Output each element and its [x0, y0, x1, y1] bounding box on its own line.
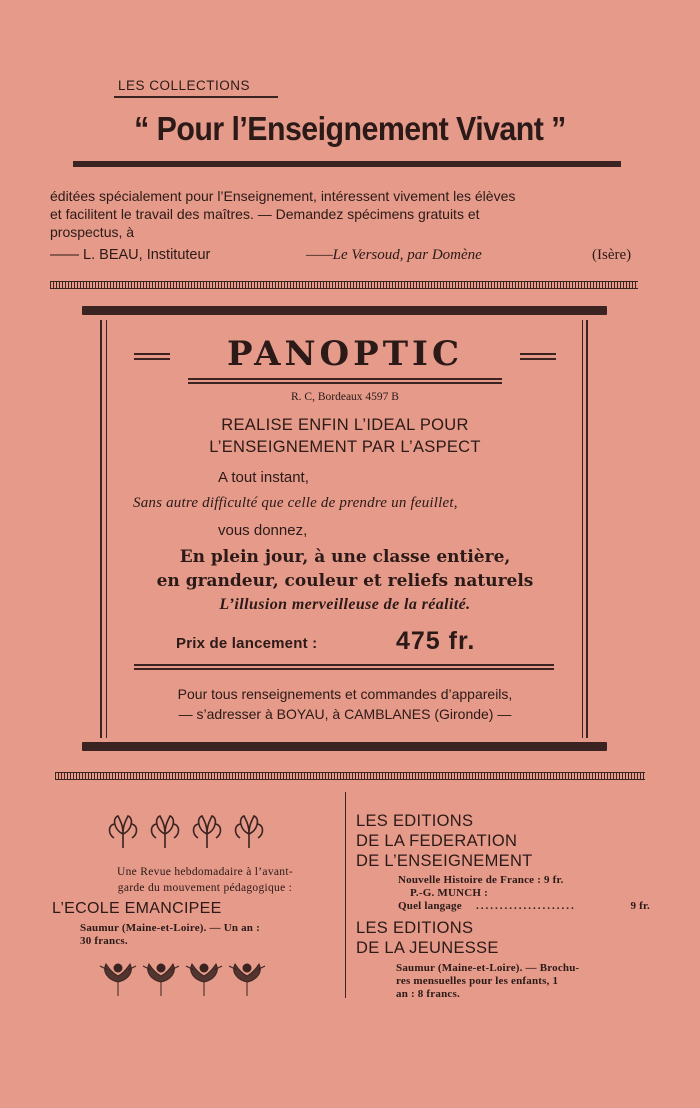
editions-line: LES EDITIONS — [356, 919, 474, 937]
revue-name: L’ECOLE EMANCIPEE — [52, 900, 222, 917]
desc-line: prospectus, à — [50, 224, 135, 240]
headline — [100, 414, 590, 458]
divider — [134, 664, 554, 670]
ornament-dash — [520, 353, 556, 360]
jeunesse-address — [396, 962, 650, 1001]
collection-description — [50, 187, 650, 241]
box-right-border — [586, 320, 588, 738]
divider — [114, 96, 278, 98]
box-left-border — [106, 320, 107, 738]
contact-info — [110, 684, 580, 724]
desc-line: éditées spécialement pour l’Enseignement, intéressent vivement les élèves — [50, 188, 516, 204]
text-line: vous donnez, — [218, 522, 308, 539]
iris-flower-icon — [100, 964, 136, 996]
box-right-border — [582, 320, 583, 738]
feature-line: En plein jour, à une classe entière, — [179, 547, 511, 567]
box-left-border — [100, 320, 102, 738]
revue-address — [80, 922, 342, 948]
catalog-item: P.-G. MUNCH : — [410, 887, 488, 899]
catalog-item-label: Quel langage — [398, 900, 462, 912]
address-line: Saumur (Maine-et-Loire). — Un an : — [80, 922, 260, 934]
flower-row — [98, 956, 273, 998]
desc-line: et facilitent le travail des maîtres. — Demandez spécimens gratuits et — [50, 206, 480, 222]
catalog-list — [398, 874, 652, 913]
editions-line: DE LA FEDERATION — [356, 832, 518, 850]
iris-flower-icon — [186, 964, 222, 996]
collection-title: “ Pour l’Enseignement Vivant ” — [134, 110, 566, 147]
catalog-item-price: 9 fr. — [630, 900, 650, 912]
dot-leader: ..................... — [476, 900, 576, 912]
contact-name: —— L. BEAU, Instituteur — [50, 247, 211, 263]
iris-flower-icon — [236, 816, 263, 848]
info-line: — s’adresser à BOYAU, à CAMBLANES (Gironde) — — [178, 706, 512, 722]
headline-line: L’ENSEIGNEMENT PAR L’ASPECT — [209, 438, 481, 456]
iris-flower-icon — [110, 816, 137, 848]
hatched-divider — [50, 281, 638, 289]
editions-line: LES EDITIONS — [356, 812, 474, 830]
catalog-item — [398, 900, 652, 913]
price-value: 475 fr. — [396, 627, 476, 655]
address-line: Saumur (Maine-et-Loire). — Brochu- — [396, 962, 580, 974]
headline-line: REALISE ENFIN L’IDEAL POUR — [221, 416, 469, 434]
catalog-item: Nouvelle Histoire de France : 9 fr. — [398, 874, 564, 886]
federation-editions — [356, 811, 533, 871]
registration: R. C, Bordeaux 4597 B — [291, 391, 399, 403]
illusion-line: L’illusion merveilleuse de la réalité. — [219, 596, 471, 613]
address-line: 30 francs. — [80, 935, 128, 947]
feature-claim — [110, 545, 580, 593]
brand-title: PANOPTIC — [227, 334, 463, 374]
revue-description — [70, 864, 340, 896]
contact-region: (Isère) — [592, 247, 632, 263]
flower-row — [106, 812, 276, 852]
feature-line: en grandeur, couleur et reliefs naturels — [156, 571, 534, 591]
box-top-bar — [82, 306, 607, 315]
divider — [188, 378, 502, 384]
revue-line: garde du mouvement pédagogique : — [117, 882, 293, 894]
ornament-dash — [134, 353, 170, 360]
editions-line: DE L’ENSEIGNEMENT — [356, 852, 533, 870]
price-label: Prix de lancement : — [176, 635, 318, 652]
revue-line: Une Revue hebdomadaire à l’avant- — [117, 866, 293, 878]
iris-flower-icon — [229, 964, 265, 996]
divider — [73, 161, 621, 167]
text-line: A tout instant, — [218, 469, 309, 486]
editions-line: DE LA JEUNESSE — [356, 939, 499, 957]
contact-place: ——Le Versoud, par Domène — [306, 247, 482, 263]
iris-flower-icon — [143, 964, 179, 996]
info-line: Pour tous renseignements et commandes d’appareils, — [177, 686, 513, 702]
jeunesse-editions — [356, 918, 499, 958]
address-line: res mensuelles pour les enfants, 1 — [396, 975, 559, 987]
box-bottom-bar — [82, 742, 607, 751]
text-line: Sans autre difficulté que celle de prendre un feuillet, — [133, 495, 458, 511]
hatched-divider — [55, 772, 645, 780]
iris-flower-icon — [194, 816, 221, 848]
column-divider — [345, 792, 346, 998]
collections-label: LES COLLECTIONS — [118, 78, 251, 93]
iris-flower-icon — [152, 816, 179, 848]
address-line: an : 8 francs. — [396, 988, 460, 1000]
